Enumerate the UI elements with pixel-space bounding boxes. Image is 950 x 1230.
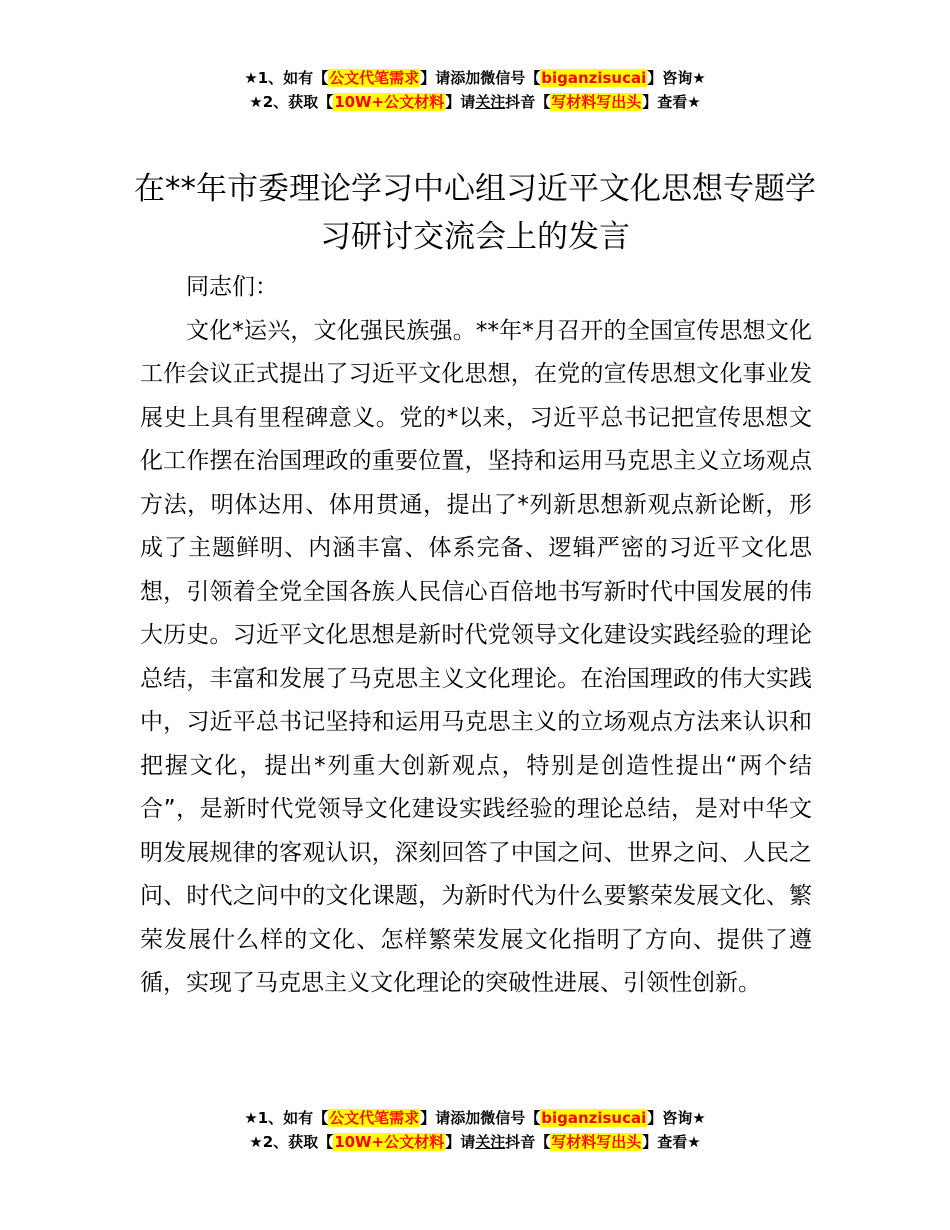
service-highlight: 公文代笔需求 <box>329 69 420 87</box>
banner-line-2: ★2、获取【10W+公文材料】请关注抖音【写材料写出头】查看★ <box>249 1133 701 1151</box>
banner-line-1: ★1、如有【公文代笔需求】请添加微信号【biganzisucai】咨询★ <box>244 69 706 87</box>
banner-line-1: ★1、如有【公文代笔需求】请添加微信号【biganzisucai】咨询★ <box>244 1109 706 1127</box>
document-title: 在**年市委理论学习中心组习近平文化思想专题学习研讨交流会上的发言 <box>134 171 816 255</box>
footer-banner <box>0 1106 950 1154</box>
wechat-id-highlight: biganzisucai <box>541 69 647 87</box>
salutation: 同志们： <box>186 274 278 300</box>
douyin-account-highlight: 写材料写出头 <box>551 1133 642 1151</box>
materials-highlight: 10W+公文材料 <box>334 1133 445 1151</box>
paragraph: 文化*运兴，文化强民族强。**年*月召开的全国宣传思想文化工作会议正式提出了习近平文化思想，在党的宣传思想文化事业发展史上具有里程碑意义。党的*以来，习近平总书记把宣传思想文化工作摆在治国理政的重要位置，坚持和运用马克思主义立场观点方法，明体达用、体用贯通，提出了*列新思想新观点新论断，形成了主题鲜明、内涵丰富、体系完备、逻辑严密的习近平文化思想，引领着全党全国各族人民信心百倍地书写新时代中国发展的伟大历史。习近平文化思想是新时代党领导文化建设实践经验的理论总结，丰富和发展了马克思主义文化理论。在治国理政的伟大实践中，习近平总书记坚持和运用马克思主义的立场观点方法来认识和把握文化，提出*列重大创新观点，特别是创造性提出“两个结合”，是新时代党领导文化建设实践经验的理论总结，是对中华文明发展规律的客观认识，深刻回答了中国之问、世界之问、人民之问、时代之问中的文化课题，为新时代为什么要繁荣发展文化、繁荣发展什么样的文化、怎样繁荣发展文化指明了方向、提供了遵循，实现了马克思主义文化理论的突破性进展、引领性创新。 <box>140 317 812 996</box>
materials-highlight: 10W+公文材料 <box>334 93 445 111</box>
follow-underlined: 关注 <box>475 1133 506 1151</box>
banner-line-2: ★2、获取【10W+公文材料】请关注抖音【写材料写出头】查看★ <box>249 93 701 111</box>
follow-underlined: 关注 <box>475 93 506 111</box>
service-highlight: 公文代笔需求 <box>329 1109 420 1127</box>
document-body <box>140 266 812 1006</box>
header-banner <box>0 66 950 114</box>
wechat-id-highlight: biganzisucai <box>541 1109 647 1127</box>
douyin-account-highlight: 写材料写出头 <box>551 93 642 111</box>
